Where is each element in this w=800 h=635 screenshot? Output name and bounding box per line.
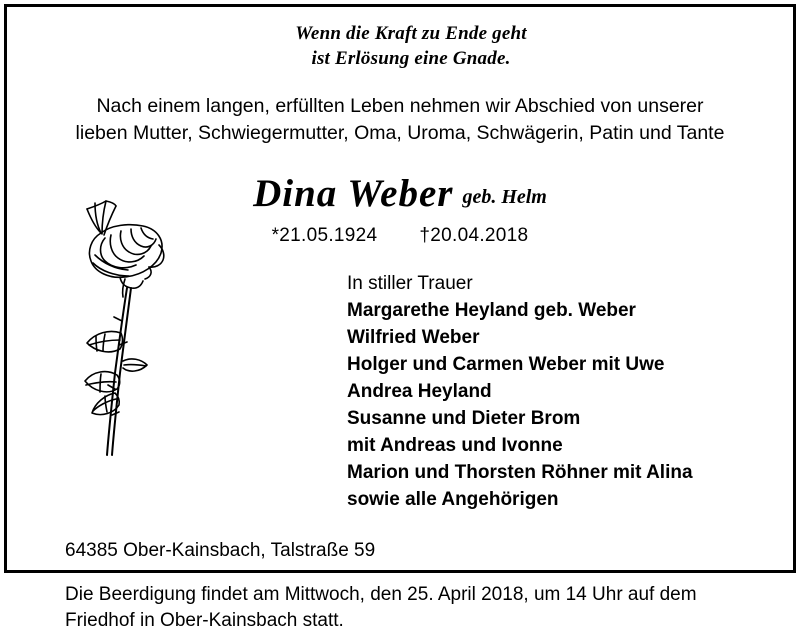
intro-line-2: lieben Mutter, Schwiegermutter, Oma, Uroma, Schwägerin, Patin und Tante bbox=[75, 122, 725, 145]
funeral-line-1: Die Beerdigung findet am Mittwoch, den 25. April 2018, um 14 Uhr auf dem bbox=[65, 583, 697, 605]
death-date: †20.04.2018 bbox=[419, 224, 529, 246]
motto-line-2: ist Erlösung eine Gnade. bbox=[311, 48, 511, 70]
funeral-details bbox=[7, 582, 793, 635]
deceased-maiden-name: geb. Helm bbox=[462, 185, 547, 208]
birth-date: *21.05.1924 bbox=[271, 224, 378, 246]
rose-illustration bbox=[65, 193, 195, 461]
mourner-item: sowie alle Angehörigen bbox=[347, 488, 559, 510]
address-line: 64385 Ober-Kainsbach, Talstraße 59 bbox=[65, 539, 376, 561]
motto-block bbox=[7, 21, 793, 71]
mourner-item: Holger und Carmen Weber mit Uwe bbox=[347, 353, 665, 375]
mourner-item: Margarethe Heyland geb. Weber bbox=[347, 299, 636, 321]
mourner-item: mit Andreas und Ivonne bbox=[347, 434, 563, 456]
deceased-name: Dina Weber bbox=[253, 171, 454, 215]
notice-content bbox=[7, 7, 793, 632]
mourner-item: Wilfried Weber bbox=[347, 326, 480, 348]
mourner-item: Susanne und Dieter Brom bbox=[347, 407, 581, 429]
intro-line-1: Nach einem langen, erfüllten Leben nehmen wir Abschied von unserer bbox=[96, 95, 704, 118]
funeral-line-2: Friedhof in Ober-Kainsbach statt. bbox=[65, 610, 344, 632]
mourner-item: Marion und Thorsten Röhner mit Alina bbox=[347, 461, 693, 483]
intro-block bbox=[7, 93, 793, 147]
mourner-item: Andrea Heyland bbox=[347, 380, 492, 402]
mourning-lead: In stiller Trauer bbox=[347, 272, 473, 294]
motto-line-1: Wenn die Kraft zu Ende geht bbox=[295, 23, 527, 44]
